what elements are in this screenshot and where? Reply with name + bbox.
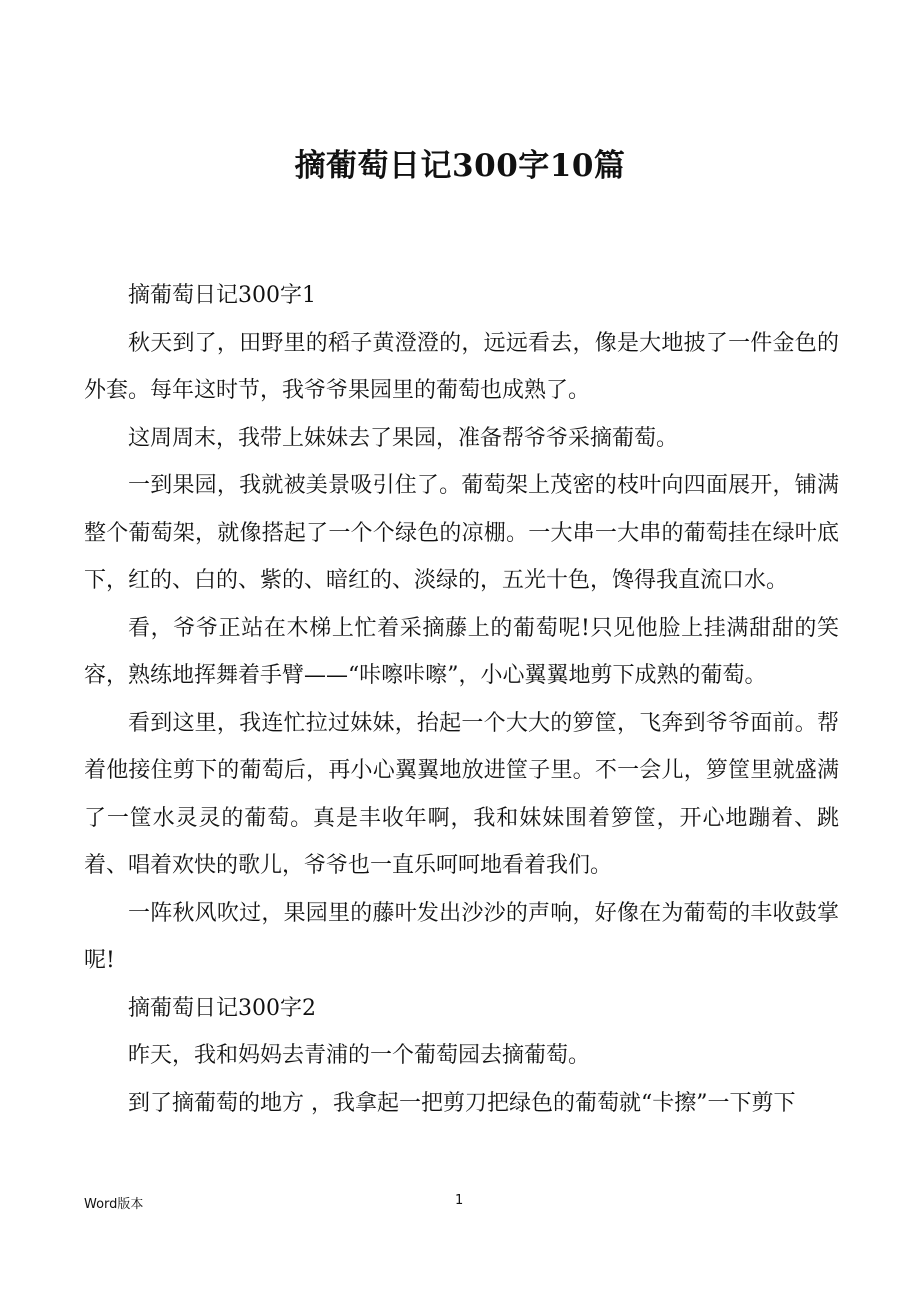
paragraph: 一阵秋风吹过，果园里的藤叶发出沙沙的声响，好像在为葡萄的丰收鼓掌呢! — [84, 900, 839, 973]
paragraph: 看，爷爷正站在木梯上忙着采摘藤上的葡萄呢!只见他脸上挂满甜甜的笑容，熟练地挥舞着手臂——“咔嚓咔嚓”，小心翼翼地剪下成熟的葡萄。 — [84, 615, 839, 688]
page-number: 1 — [455, 1193, 464, 1208]
paragraph: 到了摘葡萄的地方 ，我拿起一把剪刀把绿色的葡萄就“卡擦”一下剪下 — [128, 1090, 796, 1116]
paragraph: 看到这里，我连忙拉过妹妹，抬起一个大大的箩筐，飞奔到爷爷面前。帮着他接住剪下的葡萄后，再小心翼翼地放进筐子里。不一会儿，箩筐里就盛满了一筐水灵灵的葡萄。真是丰收年啊，我和妹妹围着箩筐，开心地蹦着、跳着、唱着欢快的歌儿，爷爷也一直乐呵呵地看着我们。 — [84, 710, 839, 878]
section-heading-1: 摘葡萄日记300字1 — [128, 283, 316, 308]
section-heading-2: 摘葡萄日记300字2 — [128, 995, 316, 1021]
footer-label: Word版本 — [84, 1197, 144, 1212]
document-body — [84, 272, 839, 1127]
paragraph: 一到果园，我就被美景吸引住了。葡萄架上茂密的枝叶向四面展开，铺满整个葡萄架，就像搭起了一个个绿色的凉棚。一大串一大串的葡萄挂在绿叶底下，红的、白的、紫的、暗红的、淡绿的，五光十色，馋得我直流口水。 — [84, 473, 839, 593]
paragraph: 昨天，我和妈妈去青浦的一个葡萄园去摘葡萄。 — [128, 1043, 591, 1068]
paragraph: 秋天到了，田野里的稻子黄澄澄的，远远看去，像是大地披了一件金色的外套。每年这时节，我爷爷果园里的葡萄也成熟了。 — [84, 330, 839, 403]
document-title: 摘葡萄日记300字10篇 — [294, 148, 626, 184]
paragraph: 这周周末，我带上妹妹去了果园，准备帮爷爷采摘葡萄。 — [128, 425, 679, 451]
